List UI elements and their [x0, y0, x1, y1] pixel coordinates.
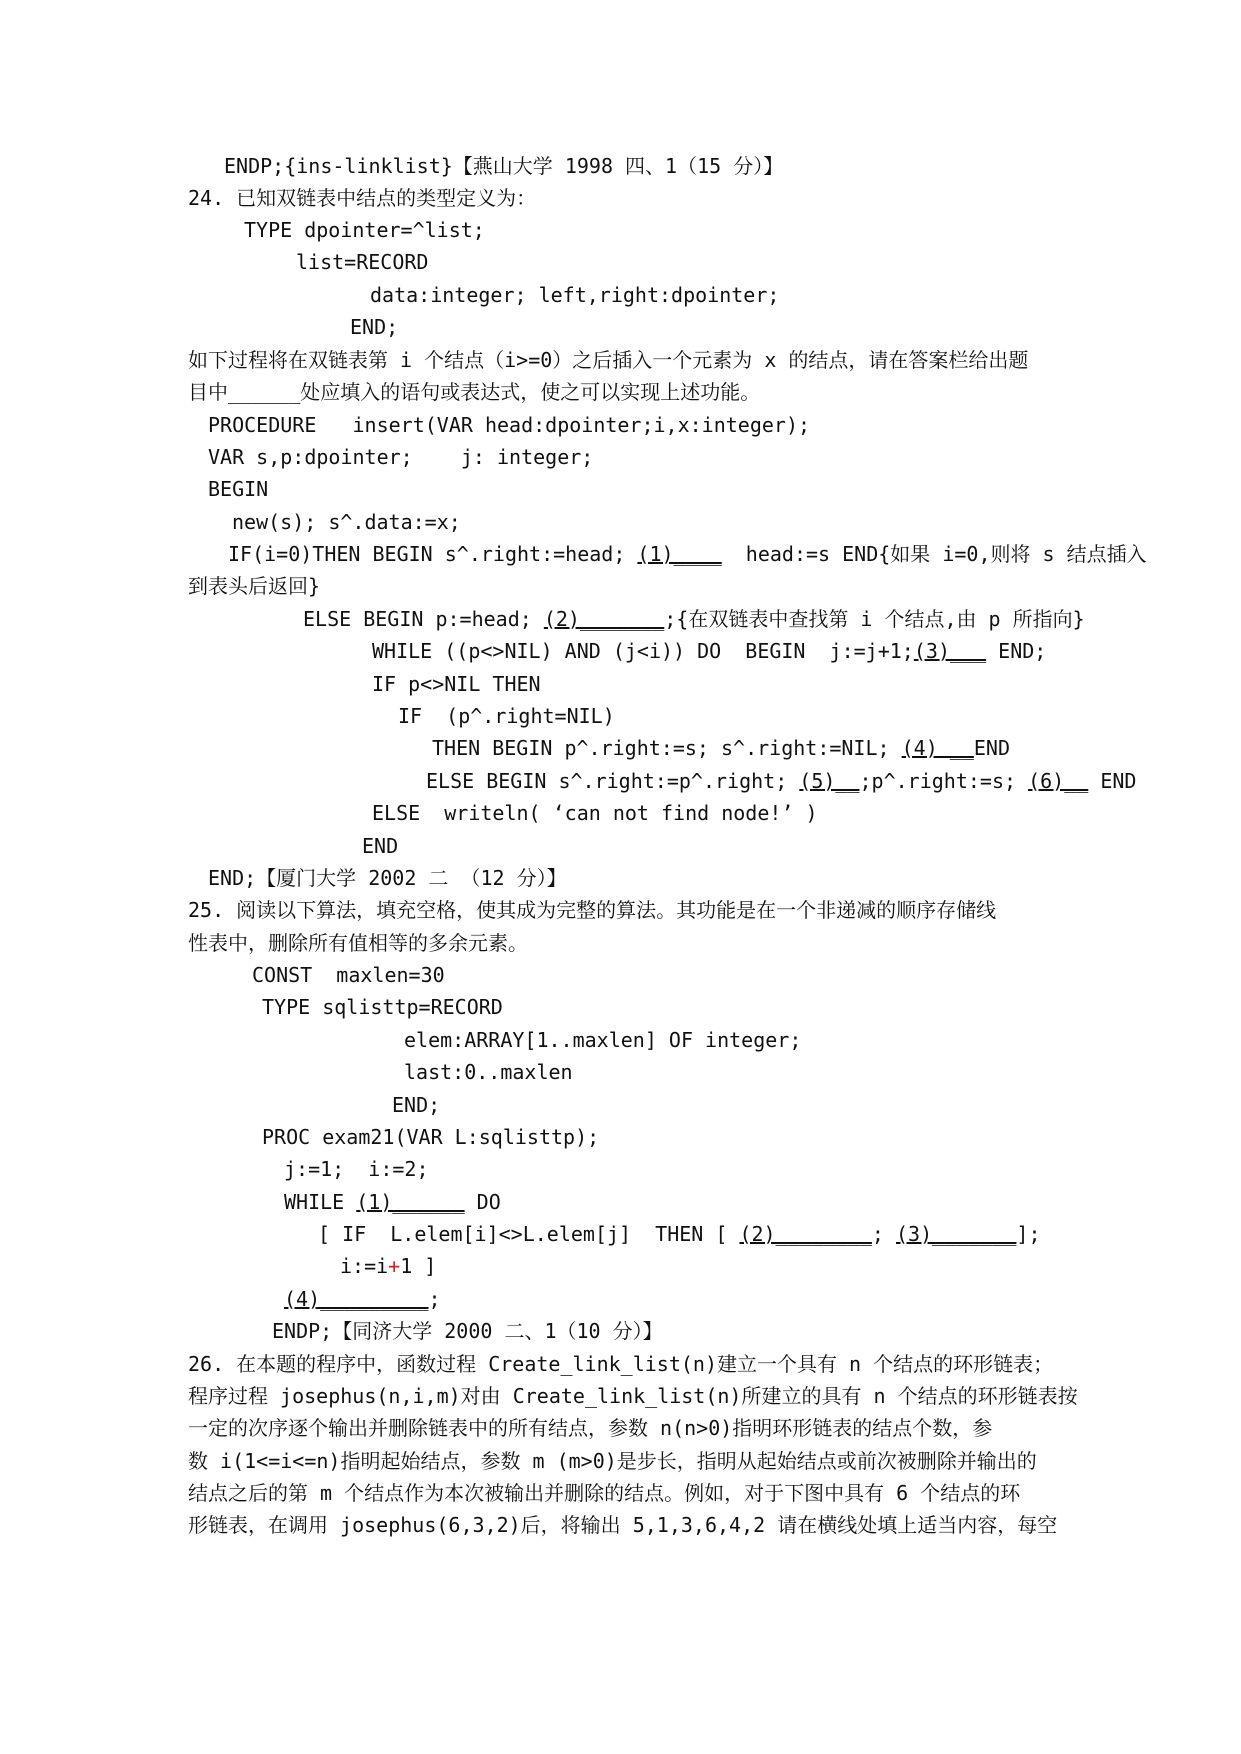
code-text: WHILE [284, 1190, 357, 1214]
code-text: 1 ] [400, 1254, 437, 1278]
q24-code-procedure: PROCEDURE insert(VAR head:dpointer;i,x:integer); [208, 413, 811, 437]
q26-line-3: 一定的次序逐个输出并删除链表中的所有结点，参数 n(n>0)指明环形链表的结点个数，参 [188, 1416, 993, 1440]
code-text: DO [464, 1190, 501, 1214]
q24-code-else2-line [426, 767, 1136, 795]
q24-code-else-line [303, 605, 1085, 633]
code-text: ELSE BEGIN p:=head; [303, 607, 544, 631]
q26-line-5: 结点之后的第 m 个结点作为本次被输出并删除的结点。例如，对于下图中具有 6 个结点的环 [188, 1481, 1021, 1505]
q24-code-if-cont: 到表头后返回} [188, 574, 321, 598]
code-text: ELSE BEGIN s^.right:=p^.right; [426, 769, 800, 793]
q23-endp-line: ENDP;{ins-linklist}【燕山大学 1998 四、1（15 分）】 [224, 154, 784, 178]
code-text: [ IF L.elem[i]<>L.elem[j] THEN [ [318, 1222, 740, 1246]
code-text: END [1088, 769, 1137, 793]
code-text: WHILE ((p<>NIL) AND (j<i)) DO BEGIN j:=j+1; [372, 639, 914, 663]
q26-line-2: 程序过程 josephus(n,i,m)对由 Create_link_list(n)所建立的具有 n 个结点的环形链表按 [188, 1384, 1078, 1408]
q24-code-end: END [362, 834, 399, 858]
q25-code-const: CONST maxlen=30 [252, 963, 445, 987]
q25-code-end-record: END; [392, 1093, 441, 1117]
q26-line-1: 26. 在本题的程序中，函数过程 Create_link_list(n)建立一个具有 n 个结点的环形链表； [188, 1352, 1054, 1376]
q26-line-6: 形链表，在调用 josephus(6,3,2)后，将输出 5,1,3,6,4,2 请在横线处填上适当内容，每空 [188, 1513, 1058, 1537]
q24-type-line-2: list=RECORD [296, 250, 429, 274]
q24-code-var: VAR s,p:dpointer; j: integer; [208, 445, 594, 469]
q25-code-if-line [318, 1220, 1041, 1248]
q25-code-blank4-line [284, 1285, 441, 1313]
code-text: ]; [1016, 1222, 1041, 1246]
q25-intro-line-1: 25. 阅读以下算法，填充空格，使其成为完整的算法。其功能是在一个非递减的顺序存储线 [188, 898, 997, 922]
blank-4: (4)_________ [284, 1287, 429, 1311]
blank-1: (1)______ [356, 1190, 465, 1214]
code-text: ; [428, 1287, 441, 1311]
q25-code-increment-line [340, 1252, 436, 1280]
blank-4: (4) __ [901, 736, 974, 760]
q24-type-line-1: TYPE dpointer=^list; [244, 218, 485, 242]
q25-code-elem: elem:ARRAY[1..maxlen] OF integer; [404, 1028, 802, 1052]
q24-desc-line-1: 如下过程将在双链表第 i 个结点（i>=0）之后插入一个元素为 x 的结点，请在答案栏给出题 [188, 348, 1029, 372]
code-text: ;{在双链表中查找第 i 个结点,由 p 所指向} [664, 607, 1085, 631]
blank-3: (3)___ [913, 639, 987, 663]
blank-3: (3)_______ [895, 1222, 1017, 1246]
blank-6: (6)__ [1028, 769, 1089, 793]
q24-code-begin: BEGIN [208, 477, 269, 501]
q24-code-if-right: IF (p^.right=NIL) [398, 704, 615, 728]
q24-code-new: new(s); s^.data:=x; [232, 510, 461, 534]
code-text: IF(i=0)THEN BEGIN s^.right:=head; [228, 542, 638, 566]
q24-intro: 24. 已知双链表中结点的类型定义为： [188, 186, 537, 210]
code-text: ; [871, 1222, 896, 1246]
q25-code-init: j:=1; i:=2; [284, 1157, 429, 1181]
code-text: i:=i [340, 1254, 389, 1278]
code-text: head:=s END{如果 i=0,则将 s 结点插入 [721, 542, 1147, 566]
blank-5: (5)__ [799, 769, 860, 793]
q24-type-line-3: data:integer; left,right:dpointer; [370, 283, 780, 307]
q24-code-while-line [372, 637, 1046, 665]
q24-code-if-line [228, 540, 1147, 568]
q26-line-4: 数 i(1<=i<=n)指明起始结点，参数 m (m>0)是步长，指明从起始结点或前次被删除并输出的 [188, 1449, 1037, 1473]
q25-intro-line-2: 性表中，删除所有值相等的多余元素。 [188, 931, 528, 955]
code-text: END; [986, 639, 1047, 663]
q25-code-proc: PROC exam21(VAR L:sqlisttp); [262, 1125, 600, 1149]
plus-operator: + [388, 1254, 401, 1278]
q24-code-else-write: ELSE writeln( ‘can not find node!’ ) [372, 801, 818, 825]
code-text: ;p^.right:=s; [859, 769, 1029, 793]
q25-code-type: TYPE sqlisttp=RECORD [262, 995, 503, 1019]
q24-type-line-4: END; [350, 315, 399, 339]
q24-desc-line-2: 目中______处应填入的语句或表达式，使之可以实现上述功能。 [188, 380, 761, 404]
blank-2: (2)________ [739, 1222, 872, 1246]
q24-code-then-line [432, 734, 1010, 762]
code-text: THEN BEGIN p^.right:=s; s^.right:=NIL; [432, 736, 902, 760]
q25-code-last: last:0..maxlen [404, 1060, 573, 1084]
blank-1: (1)____ [637, 542, 722, 566]
q25-endp-source: ENDP;【同济大学 2000 二、1（10 分）】 [272, 1319, 663, 1343]
blank-2: (2)_______ [543, 607, 665, 631]
q24-code-if-p: IF p<>NIL THEN [372, 672, 541, 696]
q24-end-source: END;【厦门大学 2002 二 （12 分）】 [208, 866, 567, 890]
q25-code-while-line [284, 1188, 501, 1216]
code-text: END [973, 736, 1010, 760]
